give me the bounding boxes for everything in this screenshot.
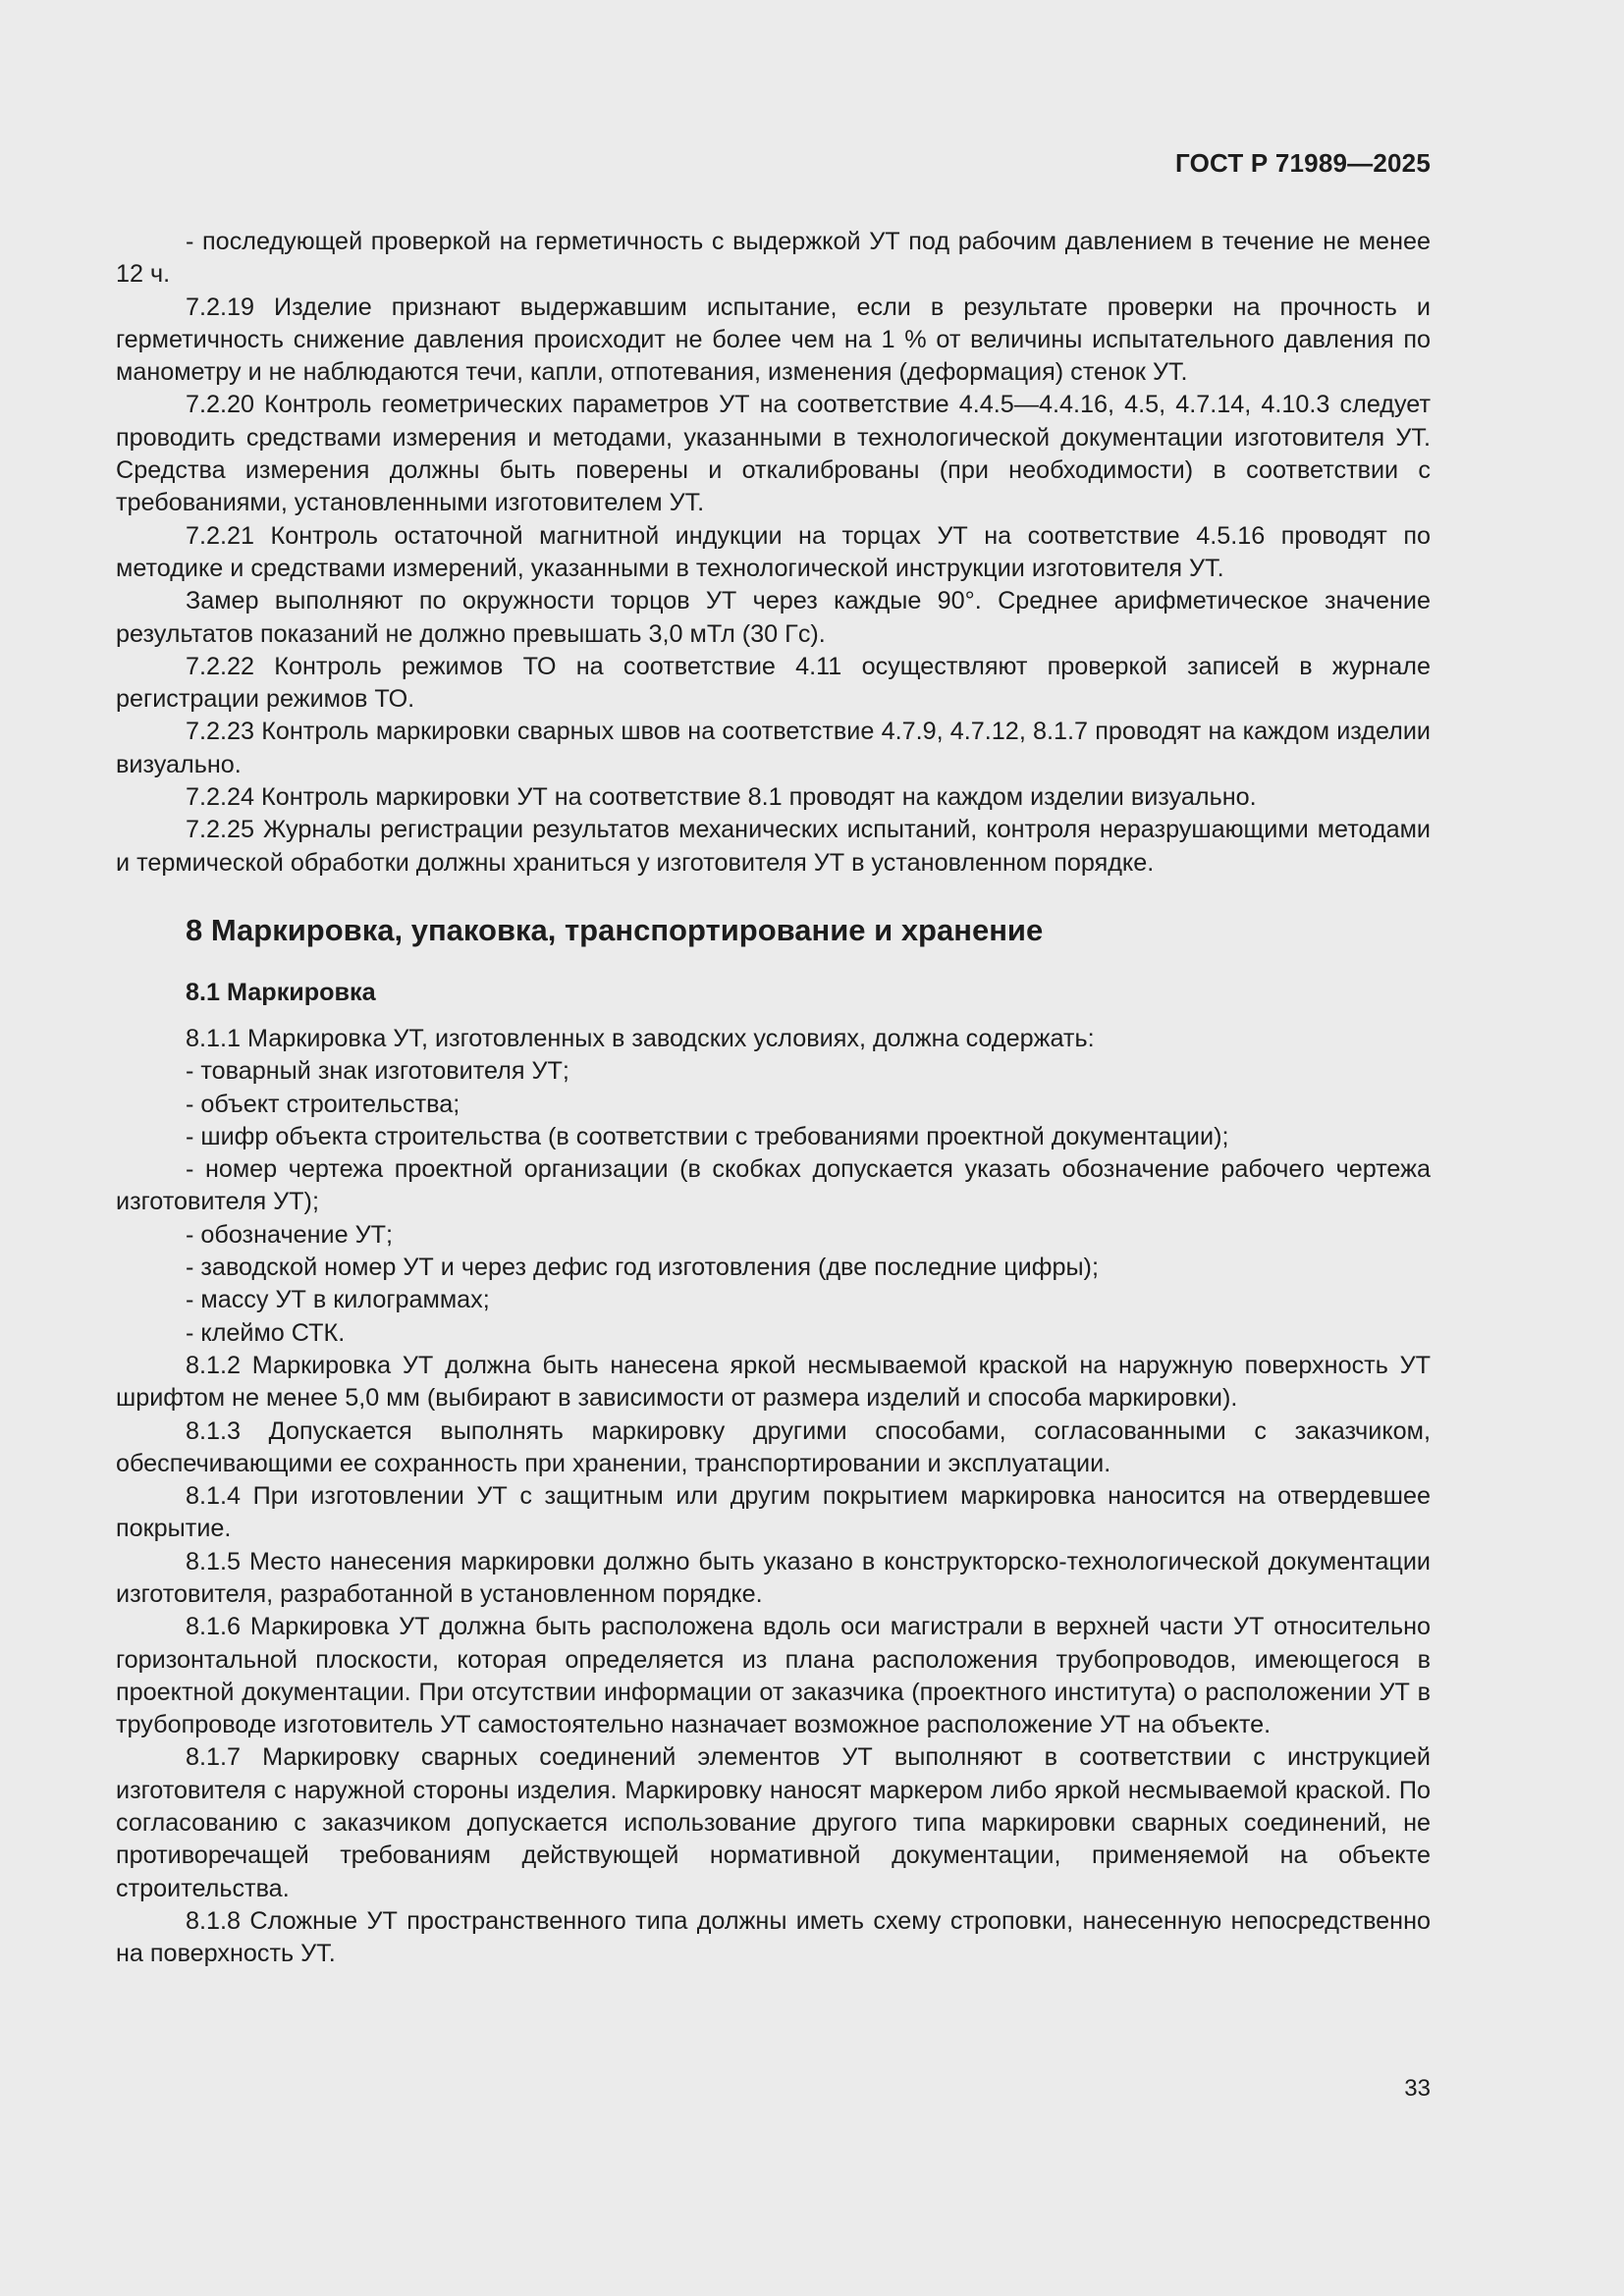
document-code-header: ГОСТ Р 71989—2025 (1175, 148, 1431, 178)
paragraph-7-2-19: 7.2.19 Изделие признают выдержавшим испытание, если в результате проверки на прочность и герметичность снижение давления происходит не более чем на 1 % от величины испытательного давления по манометру и не наблюдаются течи, капли, отпотевания, изменения (деформация) стенок УТ. (116, 293, 1431, 387)
paragraph-7-2-21: 7.2.21 Контроль остаточной магнитной индукции на торцах УТ на соответствие 4.5.16 проводят по методике и средствами измерений, указанными в технологической инструкции изготовителя УТ. (116, 521, 1431, 582)
paragraph-8-1-1: 8.1.1 Маркировка УТ, изготовленных в заводских условиях, должна содержать: (186, 1024, 1095, 1052)
list-item-stamp: - клеймо СТК. (186, 1318, 346, 1347)
paragraph-8-1-7: 8.1.7 Маркировку сварных соединений элементов УТ выполняют в соответствии с инструкцией изготовителя с наружной стороны изделия. Маркировку наносят маркером либо яркой несмываемой краской. По согласованию с заказчиком допускается использование другого типа маркировки сварных соединений, не противоречащей требованиям действующей нормативной документации, применяемой на объекте строительства. (116, 1743, 1431, 1902)
paragraph-7-2-23: 7.2.23 Контроль маркировки сварных швов на соответствие 4.7.9, 4.7.12, 8.1.7 проводят на каждом изделии визуально. (116, 718, 1431, 778)
list-item-designation: - обозначение УТ; (186, 1220, 393, 1249)
marking-section-body (116, 1023, 1431, 1971)
paragraph-8-1-8: 8.1.8 Сложные УТ пространственного типа должны иметь схему строповки, нанесенную непосредственно на поверхность УТ. (116, 1906, 1431, 1968)
paragraph-7-2-22: 7.2.22 Контроль режимов ТО на соответствие 4.11 осуществляют проверкой записей в журнале регистрации режимов ТО. (116, 652, 1431, 714)
paragraph-top-0: - последующей проверкой на герметичность с выдержкой УТ под рабочим давлением в течение не менее 12 ч. (116, 228, 1431, 289)
subsection-heading: 8.1 Маркировка (186, 978, 376, 1006)
paragraph-7-2-25: 7.2.25 Журналы регистрации результатов механических испытаний, контроля неразрушающими методами и термической обработки должны храниться у изготовителя УТ в установленном порядке. (116, 816, 1431, 877)
section-heading: 8 Маркировка, упаковка, транспортирование и хранение (186, 912, 1044, 947)
paragraph-8-1-3: 8.1.3 Допускается выполнять маркировку другими способами, согласованными с заказчиком, обеспечивающими ее сохранность при хранении, транспортировании и эксплуатации. (116, 1416, 1431, 1477)
paragraph-8-1-2: 8.1.2 Маркировка УТ должна быть нанесена яркой несмываемой краской на наружную поверхность УТ шрифтом не менее 5,0 мм (выбирают в зависимости от размера изделий и способа маркировки). (116, 1351, 1431, 1413)
list-item-drawing-number: - номер чертежа проектной организации (в скобках допускается указать обозначение рабочего чертежа изготовителя УТ); (116, 1155, 1431, 1216)
list-item-mass: - массу УТ в килограммах; (186, 1286, 490, 1314)
document-page (116, 0, 1431, 2296)
list-item-object-code: - шифр объекта строительства (в соответствии с требованиями проектной документации); (186, 1122, 1229, 1150)
paragraph-7-2-24: 7.2.24 Контроль маркировки УТ на соответствие 8.1 проводят на каждом изделии визуально. (186, 783, 1257, 812)
list-item-serial-number: - заводской номер УТ и через дефис год изготовления (две последние цифры); (186, 1254, 1099, 1282)
paragraph-8-1-6: 8.1.6 Маркировка УТ должна быть расположена вдоль оси магистрали в верхней части УТ относительно горизонтальной плоскости, которая определяется из плана расположения трубопроводов, имеющегося в проектной документации. При отсутствии информации от заказчика (проектного института) о расположении УТ в трубопроводе изготовитель УТ самостоятельно назначает возможное расположение УТ на объекте. (116, 1613, 1431, 1739)
paragraph-7-2-20: 7.2.20 Контроль геометрических параметров УТ на соответствие 4.4.5—4.4.16, 4.5, 4.7.14, 4.10.3 следует проводить средствами измерения и методами, указанными в технологической документации изготовителя УТ. Средства измерения должны быть поверены и откалиброваны (при необходимости) в соответствии с требованиями, установленными изготовителем УТ. (116, 391, 1431, 517)
body-text (116, 226, 1431, 1971)
list-item-trademark: - товарный знак изготовителя УТ; (186, 1057, 569, 1086)
paragraph-8-1-4: 8.1.4 При изготовлении УТ с защитным или другим покрытием маркировка наносится на отвердевшее покрытие. (116, 1482, 1431, 1543)
page-number: 33 (1404, 2075, 1431, 2102)
list-item-construction-object: - объект строительства; (186, 1090, 460, 1118)
paragraph-measurement: Замер выполняют по окружности торцов УТ через каждые 90°. Среднее арифметическое значение результатов показаний не должно превышать 3,0 мТл (30 Гс). (116, 587, 1431, 648)
paragraph-8-1-5: 8.1.5 Место нанесения маркировки должно быть указано в конструкторско-технологической документации изготовителя, разработанной в установленном порядке. (116, 1547, 1431, 1608)
